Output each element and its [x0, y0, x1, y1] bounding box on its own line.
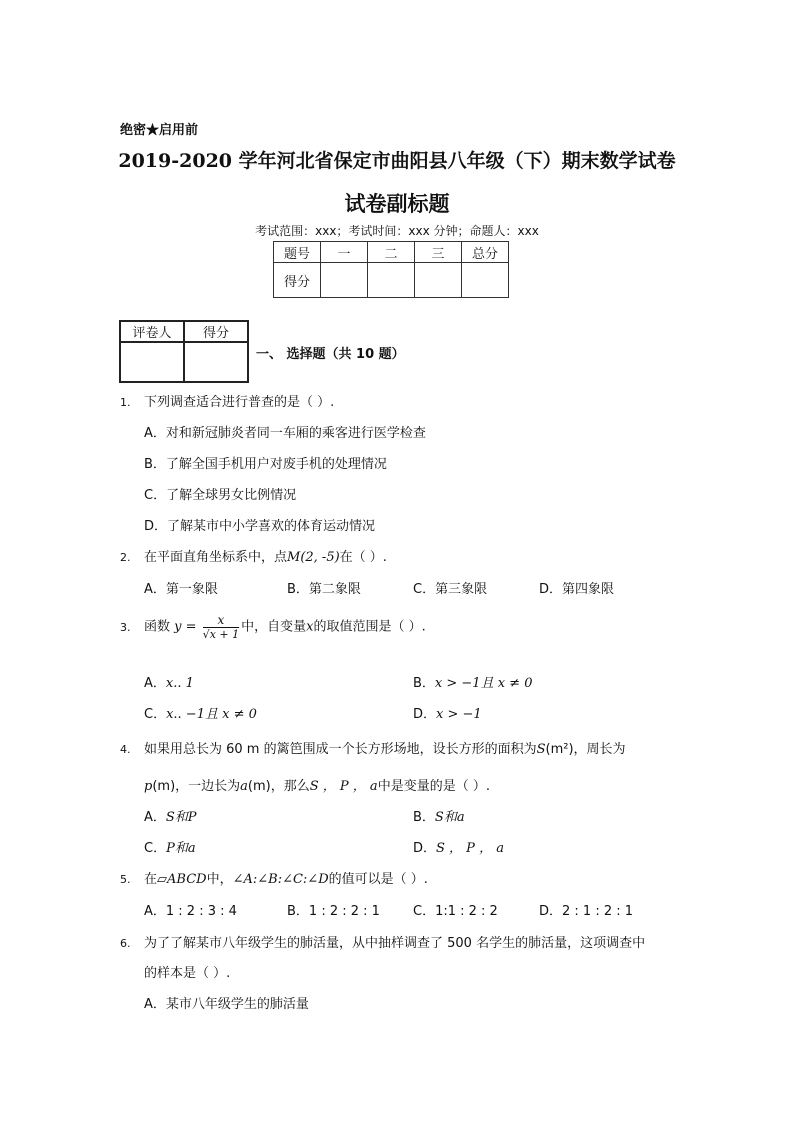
option-label: A． [144, 676, 166, 691]
question-5-option-c: C．1:1 : 2 : 2 [413, 904, 498, 919]
grader-cell [120, 342, 184, 382]
option-expression: S和P [165, 810, 197, 825]
score-table-header-row [274, 242, 509, 263]
score-cell [368, 263, 415, 298]
question-text: 为了了解某市八年级学生的肺活量，从中抽样调查了 500 名学生的肺活量，这项调查中 [144, 936, 646, 951]
math-symbol: S [536, 742, 546, 757]
question-6-option-a: A．某市八年级学生的肺活量 [144, 997, 309, 1012]
section-heading: 一、 选择题（共 10 题） [256, 347, 405, 362]
option-label: D． [413, 841, 437, 856]
question-text: 函数 [144, 619, 171, 635]
fraction-denominator: √x + 1 [202, 628, 240, 641]
math-coords: (2, -5) [300, 550, 340, 565]
question-2-stem [120, 546, 387, 565]
question-5-option-a: A．1 : 2 : 3 : 4 [144, 904, 237, 919]
math-unit: (m²) [545, 742, 574, 757]
question-4-option-d [413, 837, 504, 856]
option-expression: x > −1 [436, 707, 482, 722]
fraction-numerator: x [203, 613, 239, 628]
question-text: 在 [144, 872, 158, 887]
score-header-cell: 二 [368, 242, 415, 263]
question-3-option-b [413, 672, 532, 691]
radicand: x + 1 [209, 628, 240, 641]
option-label: C． [144, 841, 167, 856]
question-5-stem [120, 868, 428, 887]
question-number: 3. [120, 620, 131, 634]
exam-info: 考试范围：xxx；考试时间：xxx 分钟；命题人：xxx [255, 224, 539, 238]
option-label: D． [413, 707, 437, 722]
math-function: y = [174, 619, 197, 635]
grader-table-body-row [120, 342, 248, 382]
question-text: 在平面直角坐标系中，点 [144, 550, 288, 565]
math-variable: x [306, 619, 314, 635]
question-2-option-a: A．第一象限 [144, 582, 218, 597]
question-text: ，一边长为 [175, 779, 241, 794]
option-expression: x.. −1且 x ≠ 0 [166, 707, 257, 722]
question-2-option-d: D．第四象限 [539, 582, 615, 597]
question-3-option-a [144, 672, 194, 691]
math-symbol: p [144, 779, 153, 794]
option-label: B． [413, 810, 435, 825]
score-header-cell: 一 [321, 242, 368, 263]
score-header-cell: 总分 [462, 242, 509, 263]
option-expression: x > −1且 x ≠ 0 [434, 676, 533, 691]
question-text: 中， [206, 872, 233, 887]
math-symbol: a [240, 779, 248, 794]
question-1-option-b: B．了解全国手机用户对废手机的处理情况 [144, 457, 387, 472]
math-shape: ▱ABCD [157, 872, 207, 887]
score-header-cell: 三 [415, 242, 462, 263]
question-number: 5. [120, 873, 131, 886]
question-text: 中是变量的是（ ）. [377, 779, 490, 794]
question-text: 在（ ）. [339, 550, 387, 565]
question-2-option-c: C．第三象限 [413, 582, 488, 597]
question-number: 4. [120, 743, 131, 756]
question-text: 下列调查适合进行普查的是（ ）. [144, 395, 335, 410]
question-4-option-b [413, 806, 465, 825]
score-cell [462, 263, 509, 298]
secret-mark: 绝密★启用前 [120, 123, 199, 138]
score-header-cell: 题号 [274, 242, 321, 263]
question-text: 如果用总长为 60 m 的篱笆围成一个长方形场地，设长方形的面积为 [144, 742, 537, 757]
question-number: 1. [120, 396, 131, 409]
question-text: ，那么 [270, 779, 310, 794]
score-row-label: 得分 [274, 263, 321, 298]
exam-subtitle: 试卷副标题 [344, 191, 450, 216]
grader-header-cell: 得分 [184, 321, 248, 342]
question-6-stem-line2: 的样本是（ ）. [144, 966, 231, 981]
question-text: 中，自变量 [241, 619, 307, 635]
math-unit: (m) [247, 779, 271, 794]
question-1-option-d: D．了解某市中小学喜欢的体育运动情况 [144, 519, 376, 534]
option-label: C． [144, 707, 167, 722]
score-cell [415, 263, 462, 298]
question-3-option-c [144, 703, 257, 722]
grader-header-cell: 评卷人 [120, 321, 184, 342]
question-number: 6. [120, 937, 131, 950]
question-4-stem-line1 [120, 738, 626, 757]
exam-title: 2019-2020 学年河北省保定市曲阳县八年级（下）期末数学试卷 [118, 150, 676, 172]
option-label: B． [413, 676, 435, 691]
question-4-option-a [144, 806, 197, 825]
question-5-option-d: D．2 : 1 : 2 : 1 [539, 904, 634, 919]
question-6-stem-line1 [120, 932, 645, 951]
question-1-stem [120, 391, 334, 410]
question-text: 的取值范围是（ ）. [313, 619, 426, 635]
score-cell [321, 263, 368, 298]
question-4-stem-line2 [144, 775, 490, 794]
question-1-option-a: A．对和新冠肺炎者同一车厢的乘客进行医学检查 [144, 426, 426, 441]
question-4-option-c [144, 837, 196, 856]
option-expression: S ， P ， a [436, 841, 504, 856]
math-unit: (m) [152, 779, 176, 794]
score-table-score-row [274, 263, 509, 298]
question-3-option-d [413, 703, 482, 722]
question-1-option-c: C．了解全球男女比例情况 [144, 488, 297, 503]
question-3-stem [120, 613, 426, 641]
option-expression: x.. 1 [165, 676, 194, 691]
math-variables: S ， P ， a [309, 779, 378, 794]
option-label: A． [144, 810, 166, 825]
math-point: M [287, 550, 301, 565]
fraction [203, 613, 239, 641]
math-angles: ∠A:∠B:∠C:∠D [232, 872, 329, 887]
question-number: 2. [120, 551, 131, 564]
question-5-option-b: B．1 : 2 : 2 : 1 [287, 904, 380, 919]
grader-table-header-row [120, 321, 248, 342]
option-expression: P和a [166, 841, 196, 856]
question-2-option-b: B．第二象限 [287, 582, 361, 597]
question-text: 的值可以是（ ）. [328, 872, 428, 887]
option-expression: S和a [434, 810, 465, 825]
score-table [273, 241, 509, 298]
grader-cell [184, 342, 248, 382]
question-text: ，周长为 [573, 742, 626, 757]
grader-table [119, 320, 249, 383]
